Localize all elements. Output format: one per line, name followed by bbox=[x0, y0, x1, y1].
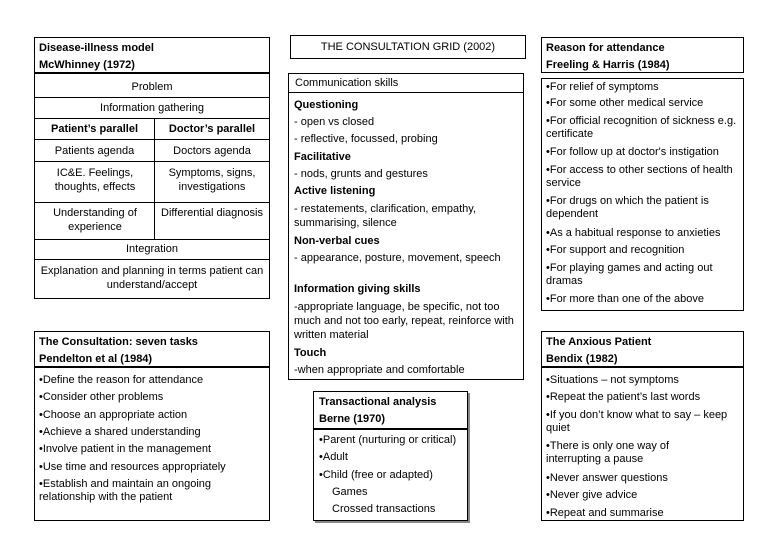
list-item: •If you don’t know what to say – keep quiet bbox=[546, 409, 728, 434]
integration-label: Integration bbox=[126, 243, 178, 255]
list-item: Games bbox=[332, 486, 368, 498]
facilitative-heading: Facilitative bbox=[294, 151, 351, 163]
seven-tasks-author: Pendelton et al (1984) bbox=[39, 353, 153, 365]
grid-cell: Understanding of experience bbox=[53, 207, 137, 233]
anxious-patient-title-box bbox=[541, 331, 744, 367]
grid-cell: Differential diagnosis bbox=[161, 207, 263, 219]
seven-tasks-title: The Consultation: seven tasks bbox=[39, 336, 198, 348]
communication-skills-header: Communication skills bbox=[295, 77, 399, 89]
seven-tasks-list bbox=[34, 367, 270, 521]
list-item: •For access to other sections of health service bbox=[546, 164, 733, 189]
doctor-parallel-header: Doctor’s parallel bbox=[168, 123, 256, 135]
disease-model-title: Disease-illness model bbox=[39, 42, 154, 54]
problem-label: Problem bbox=[131, 81, 173, 93]
anxious-patient-list bbox=[541, 367, 744, 521]
list-item: •Adult bbox=[319, 451, 348, 463]
grid-cell: Symptoms, signs, investigations bbox=[168, 167, 256, 193]
anxious-patient-title: The Anxious Patient bbox=[546, 336, 652, 348]
active-listening-item: - restatements, clarification, empathy, summarising, silence bbox=[294, 203, 476, 229]
consultation-grid-title: THE CONSULTATION GRID (2002) bbox=[320, 41, 496, 53]
disease-model-title-box bbox=[34, 37, 270, 73]
reason-attendance-title-box bbox=[541, 37, 744, 73]
list-item: •For drugs on which the patient is dependent bbox=[546, 195, 709, 220]
list-item: •Parent (nurturing or critical) bbox=[319, 434, 457, 446]
list-item: •Consider other problems bbox=[39, 391, 164, 403]
grid-cell: Patients agenda bbox=[54, 145, 135, 157]
info-giving-heading: Information giving skills bbox=[294, 283, 421, 295]
list-item: •As a habitual response to anxieties bbox=[546, 227, 721, 239]
list-item: •Repeat the patient’s last words bbox=[546, 391, 701, 403]
list-item: •Never answer questions bbox=[546, 472, 668, 484]
communication-skills-box bbox=[288, 73, 524, 380]
list-item: •For playing games and acting out dramas bbox=[546, 262, 713, 287]
grid-cell: Doctors agenda bbox=[173, 145, 251, 157]
list-item: •For relief of symptoms bbox=[546, 81, 659, 93]
non-verbal-item: - appearance, posture, movement, speech bbox=[294, 252, 501, 264]
list-item: •Involve patient in the management bbox=[39, 443, 212, 455]
list-item: •Establish and maintain an ongoing relationship with the patient bbox=[39, 478, 212, 503]
questioning-item: - open vs closed bbox=[294, 116, 375, 128]
list-item: •Repeat and summarise bbox=[546, 507, 664, 519]
list-item: Crossed transactions bbox=[332, 503, 436, 515]
facilitative-item: - nods, grunts and gestures bbox=[294, 168, 428, 180]
disease-model-author: McWhinney (1972) bbox=[39, 59, 135, 71]
anxious-patient-author: Bendix (1982) bbox=[546, 353, 618, 365]
explanation-label: Explanation and planning in terms patient can understand/accept bbox=[40, 265, 264, 291]
grid-cell: IC&E. Feelings, thoughts, effects bbox=[54, 167, 136, 193]
list-item: •Choose an appropriate action bbox=[39, 409, 188, 421]
questioning-item: - reflective, focussed, probing bbox=[294, 133, 438, 145]
reason-attendance-author: Freeling & Harris (1984) bbox=[546, 59, 670, 71]
disease-model-grid bbox=[34, 73, 270, 299]
transactional-title: Transactional analysis bbox=[319, 396, 437, 408]
list-item: •Never give advice bbox=[546, 489, 638, 501]
transactional-title-box bbox=[313, 391, 468, 429]
reason-attendance-list bbox=[541, 78, 744, 311]
list-item: •Define the reason for attendance bbox=[39, 374, 204, 386]
transactional-author: Berne (1970) bbox=[319, 413, 386, 425]
info-giving-item: -appropriate language, be specific, not too much and not too early, repeat, reinforce with written material bbox=[294, 301, 514, 341]
non-verbal-heading: Non-verbal cues bbox=[294, 235, 380, 247]
seven-tasks-title-box bbox=[34, 331, 270, 367]
touch-heading: Touch bbox=[294, 347, 327, 359]
patient-parallel-header: Patient’s parallel bbox=[50, 123, 139, 135]
list-item: •There is only one way of interrupting a pause bbox=[546, 440, 670, 465]
list-item: •Use time and resources appropriately bbox=[39, 461, 226, 473]
reason-attendance-title: Reason for attendance bbox=[546, 42, 665, 54]
touch-item: -when appropriate and comfortable bbox=[294, 364, 465, 376]
list-item: •For some other medical service bbox=[546, 97, 704, 109]
info-gathering-label: Information gathering bbox=[100, 102, 204, 114]
list-item: •Achieve a shared understanding bbox=[39, 426, 201, 438]
list-item: •Situations – not symptoms bbox=[546, 374, 679, 386]
consultation-grid-title-box bbox=[290, 35, 526, 59]
list-item: •For follow up at doctor's instigation bbox=[546, 146, 719, 158]
list-item: •Child (free or adapted) bbox=[319, 469, 433, 481]
list-item: •For more than one of the above bbox=[546, 293, 704, 305]
list-item: •For official recognition of sickness e.g. certificate bbox=[546, 115, 737, 140]
questioning-heading: Questioning bbox=[294, 99, 359, 111]
list-item: •For support and recognition bbox=[546, 244, 685, 256]
active-listening-heading: Active listening bbox=[294, 185, 376, 197]
transactional-list bbox=[313, 429, 468, 521]
